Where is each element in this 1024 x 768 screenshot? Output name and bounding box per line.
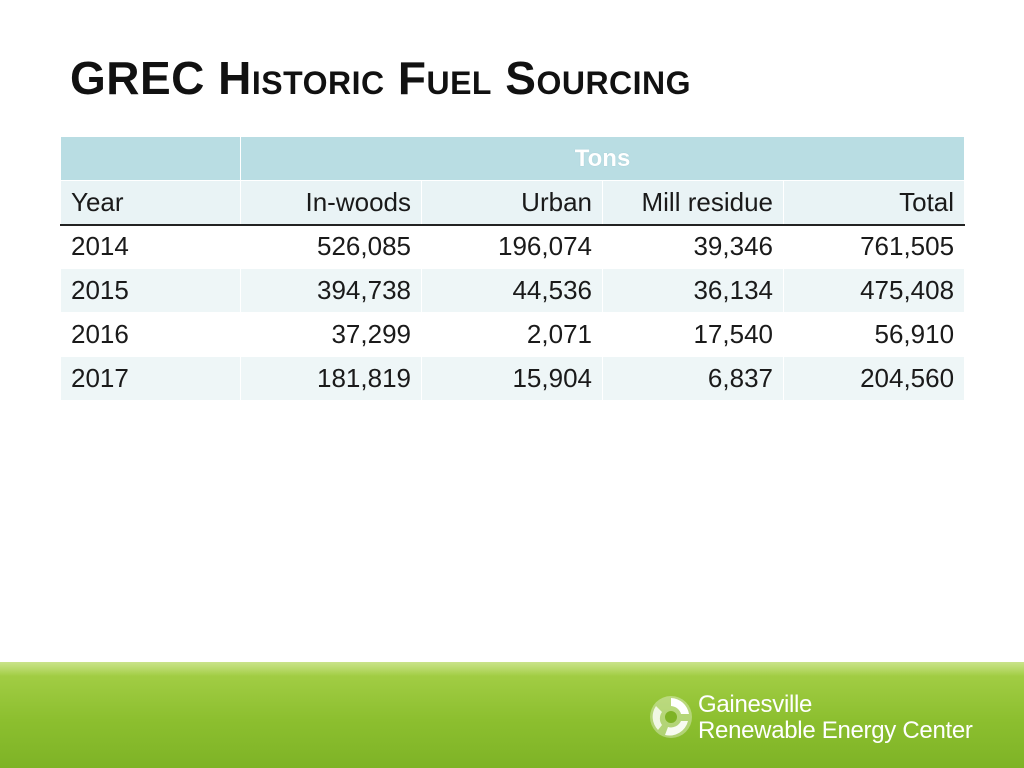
table-row xyxy=(61,357,965,401)
column-header-mill-residue: Mill residue xyxy=(603,181,784,225)
cell-total: 56,910 xyxy=(784,313,965,357)
cell-year: 2016 xyxy=(61,313,241,357)
column-header-year: Year xyxy=(61,181,241,225)
cell-mill-residue: 17,540 xyxy=(603,313,784,357)
column-header-total: Total xyxy=(784,181,965,225)
cell-urban: 44,536 xyxy=(422,269,603,313)
fuel-sourcing-table xyxy=(60,136,965,401)
cell-total: 761,505 xyxy=(784,225,965,269)
cell-urban: 15,904 xyxy=(422,357,603,401)
cell-in-woods: 181,819 xyxy=(241,357,422,401)
cell-in-woods: 37,299 xyxy=(241,313,422,357)
logo-text-gainesville: Gainesville xyxy=(698,691,813,718)
cell-in-woods: 394,738 xyxy=(241,269,422,313)
recycle-swirl-icon xyxy=(648,694,694,740)
column-header-urban: Urban xyxy=(422,181,603,225)
table-row xyxy=(61,313,965,357)
group-header-tons: Tons xyxy=(241,137,965,181)
cell-urban: 196,074 xyxy=(422,225,603,269)
cell-year: 2017 xyxy=(61,357,241,401)
cell-urban: 2,071 xyxy=(422,313,603,357)
cell-total: 204,560 xyxy=(784,357,965,401)
cell-in-woods: 526,085 xyxy=(241,225,422,269)
cell-year: 2014 xyxy=(61,225,241,269)
cell-total: 475,408 xyxy=(784,269,965,313)
cell-mill-residue: 6,837 xyxy=(603,357,784,401)
cell-mill-residue: 39,346 xyxy=(603,225,784,269)
group-header-row xyxy=(61,137,965,181)
column-header-row xyxy=(61,181,965,225)
table-row xyxy=(61,269,965,313)
logo-text-renewable-energy-center: Renewable Energy Center xyxy=(698,717,973,744)
table-row xyxy=(61,225,965,269)
footer-logo xyxy=(648,690,1008,750)
cell-year: 2015 xyxy=(61,269,241,313)
page-title: GREC Historic Fuel Sourcing xyxy=(70,52,692,104)
group-header-blank xyxy=(61,137,241,181)
cell-mill-residue: 36,134 xyxy=(603,269,784,313)
column-header-in-woods: In-woods xyxy=(241,181,422,225)
